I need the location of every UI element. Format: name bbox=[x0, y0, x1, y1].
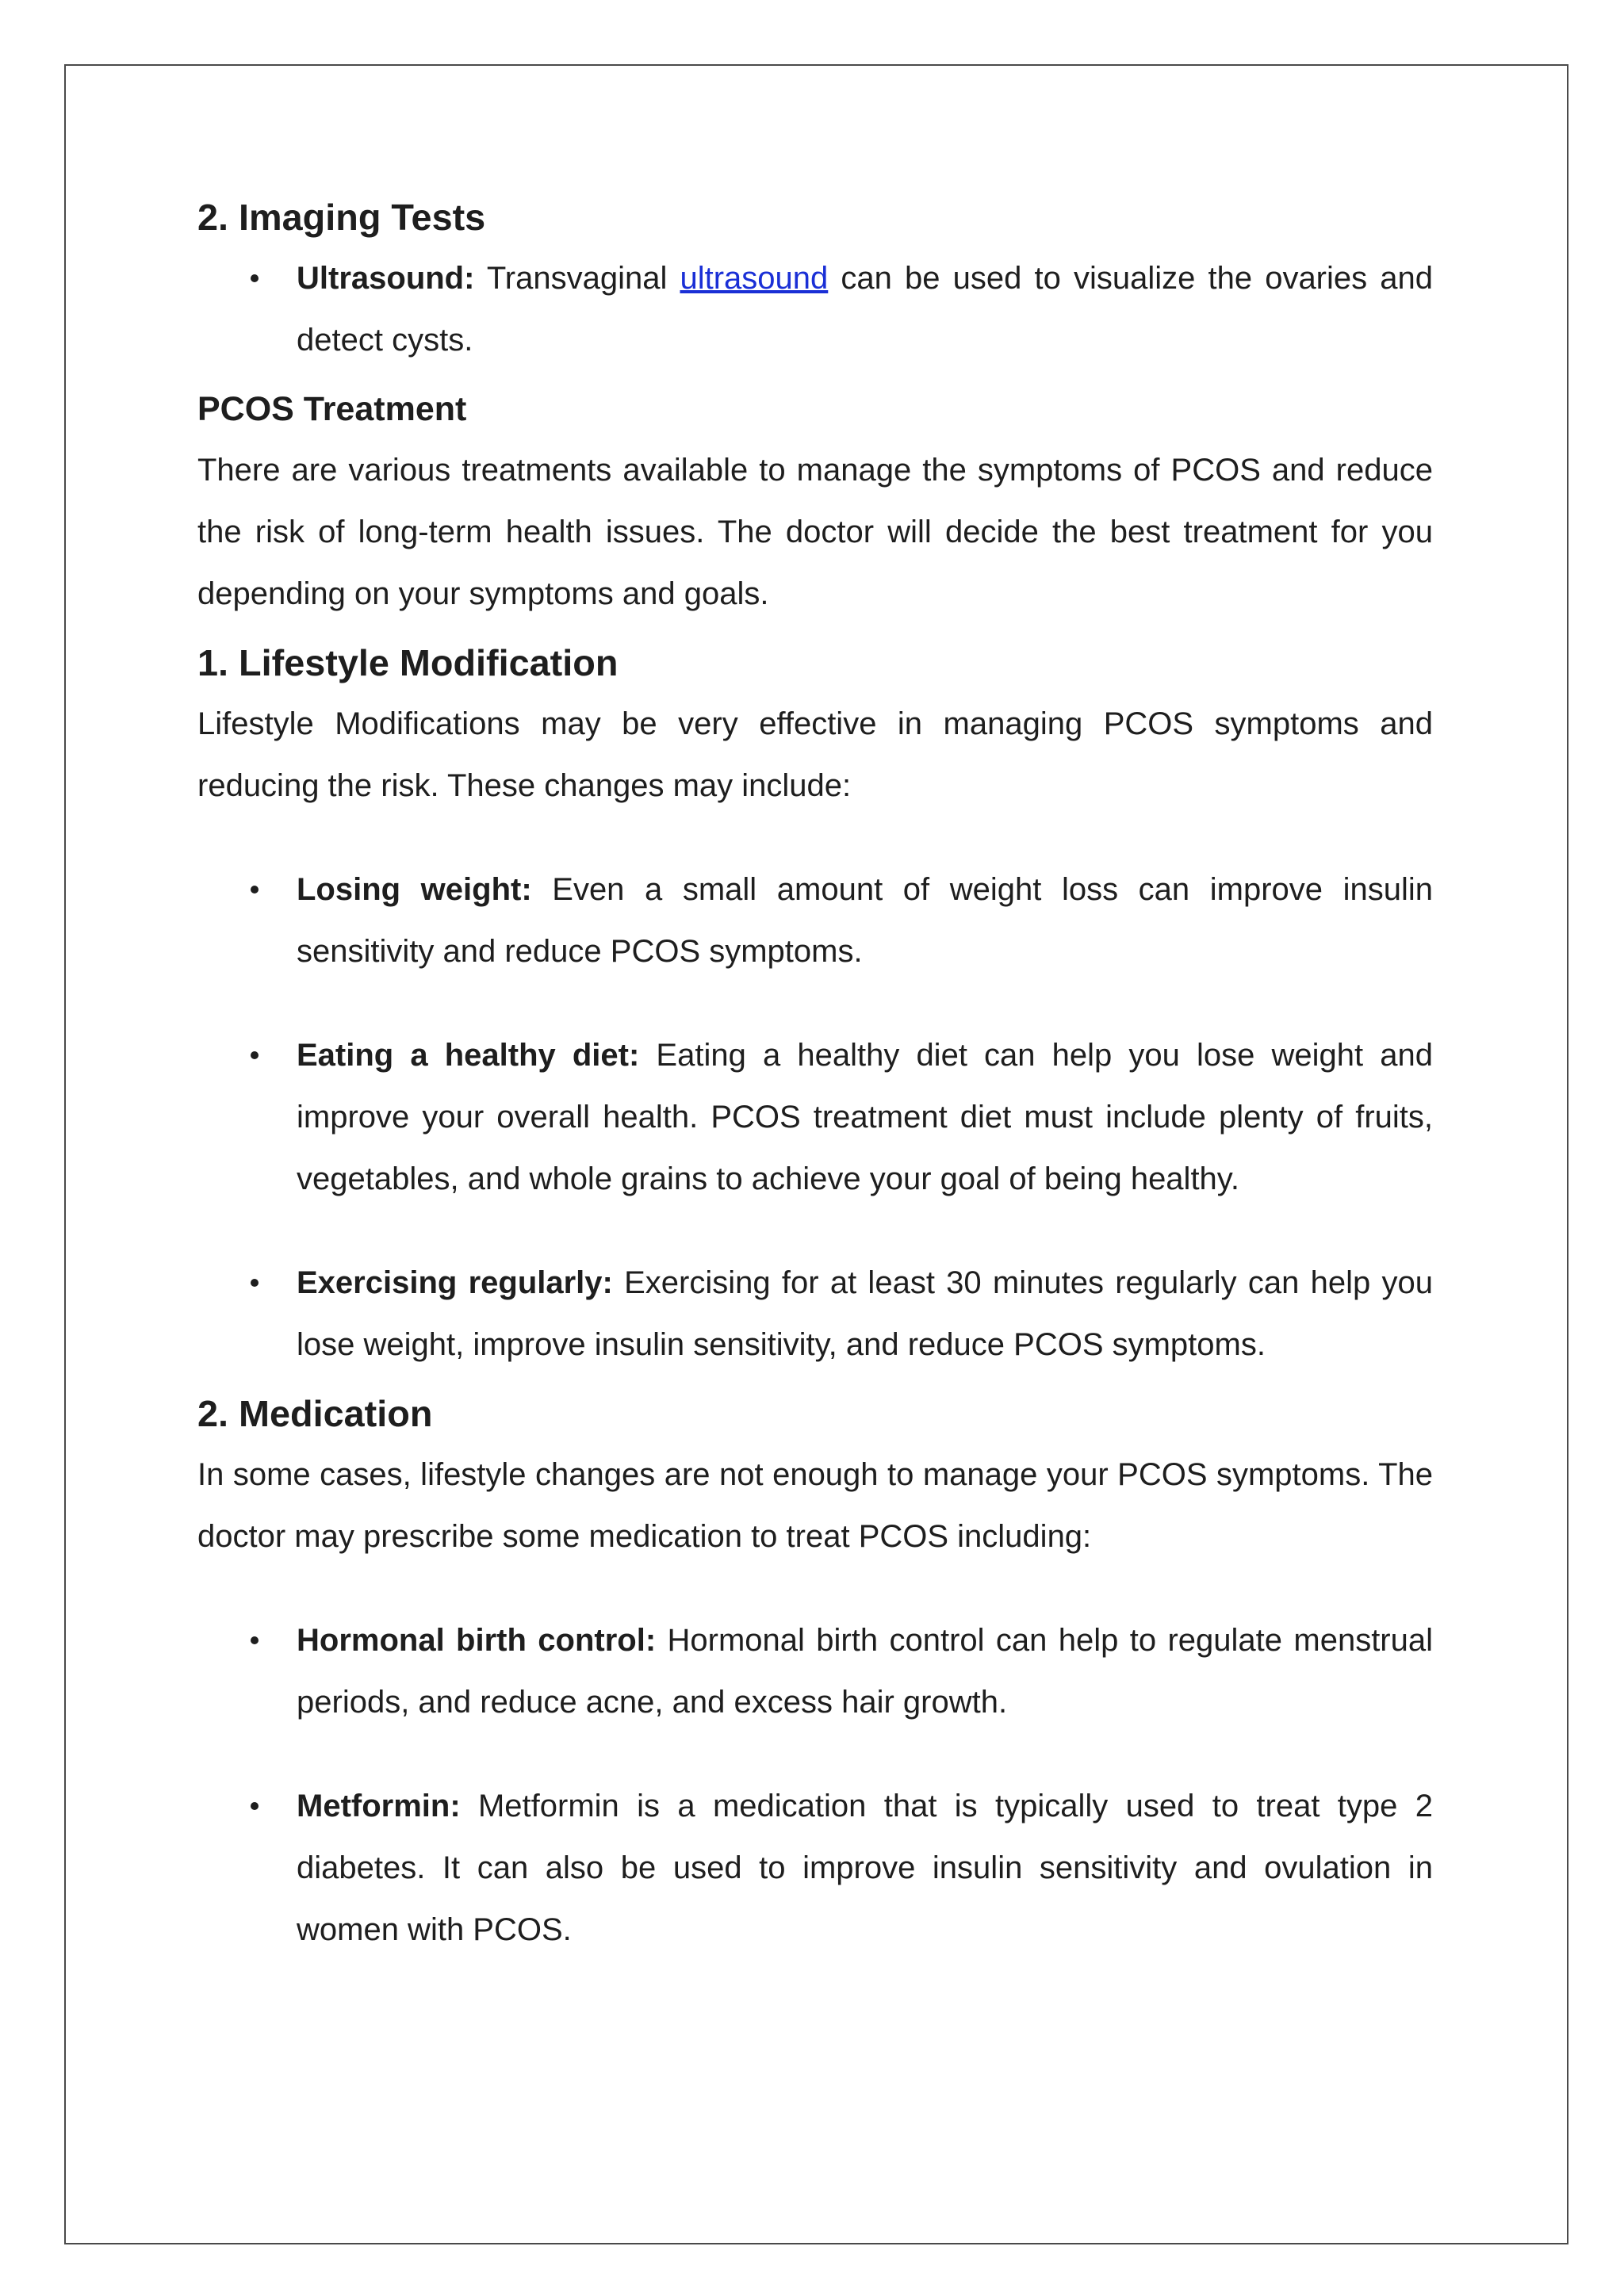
bullet-icon bbox=[251, 886, 259, 894]
pcos-treatment-heading: PCOS Treatment bbox=[197, 390, 467, 428]
list-item-losing-weight bbox=[197, 859, 1433, 982]
imaging-tests-heading: 2. Imaging Tests bbox=[197, 197, 486, 238]
list-item-term: Metformin: bbox=[297, 1789, 461, 1823]
list-item-hormonal-birth-control bbox=[197, 1609, 1433, 1733]
list-item-text: Hormonal birth control can help to regulate menstrual periods, and reduce acne, and excess hair growth. bbox=[297, 1623, 1434, 1720]
list-item-text: Transvaginal bbox=[474, 261, 680, 296]
list-item-term: Hormonal birth control: bbox=[297, 1623, 657, 1658]
list-item-term: Exercising regularly: bbox=[297, 1265, 613, 1300]
bullet-icon bbox=[251, 1636, 259, 1644]
list-item-text: Metformin is a medication that is typically used to treat type 2 diabetes. It can also be used to improve insulin sensitivity and ovulation in women with PCOS. bbox=[297, 1789, 1433, 1947]
list-item-term: Ultrasound: bbox=[297, 261, 475, 296]
list-item-text: Exercising for at least 30 minutes regularly can help you lose weight, improve insulin sensitivity, and reduce PCOS symptoms. bbox=[297, 1265, 1434, 1362]
imaging-list bbox=[197, 247, 1433, 371]
bullet-icon bbox=[251, 1279, 259, 1287]
list-item-text: Eating a healthy diet can help you lose weight and improve your overall health. PCOS treatment diet must include plenty of fruits, vegetables, and whole grains to achieve your goal of being healthy. bbox=[297, 1038, 1433, 1196]
document-body bbox=[197, 193, 1433, 1961]
lifestyle-heading: 1. Lifestyle Modification bbox=[197, 642, 619, 683]
treatment-intro: There are various treatments available to manage the symptoms of PCOS and reduce the risk of long-term health issues. The doctor will decide the best treatment for you depending on your symptoms and goals. bbox=[197, 453, 1433, 611]
medication-intro: In some cases, lifestyle changes are not enough to manage your PCOS symptoms. The doctor may prescribe some medication to treat PCOS including: bbox=[197, 1457, 1433, 1554]
list-item-term: Losing weight: bbox=[297, 872, 532, 907]
list-item-metformin bbox=[197, 1775, 1433, 1961]
list-item-text: can be used to visualize the ovaries and detect cysts. bbox=[297, 261, 1433, 358]
bullet-icon bbox=[251, 1051, 259, 1059]
bullet-icon bbox=[251, 1802, 259, 1810]
list-item-text: Even a small amount of weight loss can improve insulin sensitivity and reduce PCOS symptoms. bbox=[297, 872, 1433, 969]
list-item-term: Eating a healthy diet: bbox=[297, 1038, 640, 1073]
medication-list bbox=[197, 1609, 1433, 1961]
ultrasound-link[interactable]: ultrasound bbox=[680, 261, 829, 296]
lifestyle-intro: Lifestyle Modifications may be very effective in managing PCOS symptoms and reducing the risk. These changes may include: bbox=[197, 706, 1433, 803]
list-item-ultrasound bbox=[197, 247, 1433, 371]
list-item-healthy-diet bbox=[197, 1024, 1433, 1210]
bullet-icon bbox=[251, 274, 259, 282]
medication-heading: 2. Medication bbox=[197, 1393, 433, 1434]
list-item-exercising bbox=[197, 1252, 1433, 1376]
lifestyle-list bbox=[197, 859, 1433, 1376]
